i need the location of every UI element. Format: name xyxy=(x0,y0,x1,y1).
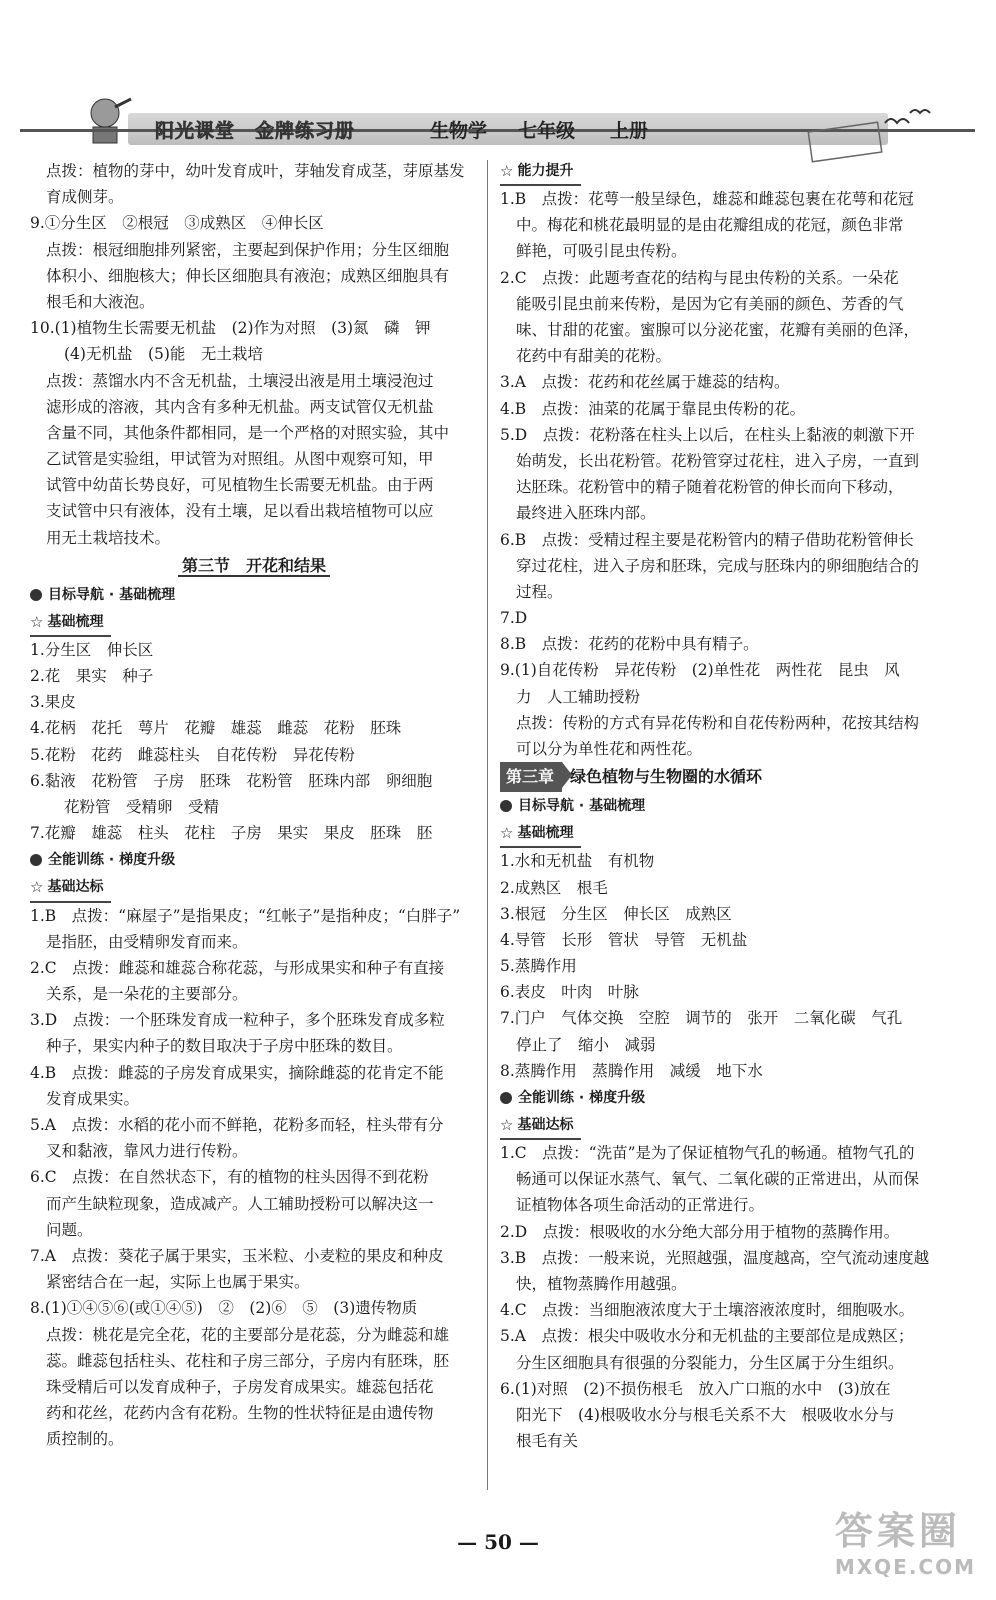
text-line: 根毛和大液泡。 xyxy=(46,292,155,311)
text-line: 6.B 点拨：受精过程主要是花粉管内的精子借助花粉管伸长 xyxy=(500,530,914,549)
text-line: 点拨：蒸馏水内不含无机盐，土壤浸出液是用土壤浸泡过 xyxy=(46,371,434,390)
text-line: 紧密结合在一起，实际上也属于果实。 xyxy=(46,1273,310,1292)
bullet-icon xyxy=(30,589,42,601)
text-line: 4.花柄 花托 萼片 花瓣 雄蕊 雌蕊 花粉 胚珠 xyxy=(30,719,402,738)
star-icon: ☆ xyxy=(500,1116,514,1134)
text-line: 鲜艳，可吸引昆虫传粉。 xyxy=(516,242,687,261)
bullet-icon xyxy=(30,854,42,866)
text-line: 问题。 xyxy=(46,1220,93,1239)
text-line: 乙试管是实验组，甲试管为对照组。从图中观察可知，甲 xyxy=(46,450,434,469)
text-line: 花药中有甜美的花粉。 xyxy=(516,347,672,366)
text-line: 畅通可以保证水蒸气、氧气、二氧化碳的正常进出，从而保 xyxy=(516,1170,920,1189)
left-column xyxy=(30,158,478,1452)
text-line: 能吸引昆虫前来传粉，是因为它有美丽的颜色、芳香的气 xyxy=(516,294,904,313)
text-line: 1.B 点拨：“麻屋子”是指果皮；“红帐子”是指种皮；“白胖子” xyxy=(30,906,461,925)
answer-block-ability xyxy=(500,186,950,762)
star-icon: ☆ xyxy=(500,824,514,843)
text-line: 2.花 果实 种子 xyxy=(30,667,154,686)
banner-training: 全能训练 · 梯度升级 xyxy=(500,1084,950,1112)
banner-goal: 目标导航 · 基础梳理 xyxy=(30,581,478,609)
answer-block-drill xyxy=(500,1140,950,1454)
text-line: 2.C 点拨：雌蕊和雄蕊合称花蕊，与形成果实和种子有直接 xyxy=(30,958,445,977)
text-line: 中。梅花和桃花最明显的是由花瓣组成的花冠，颜色非常 xyxy=(516,216,904,235)
text-line: 1.分生区 伸长区 xyxy=(30,640,154,659)
volume-label: 上册 xyxy=(610,120,649,142)
star-icon: ☆ xyxy=(30,878,44,897)
text-line: 育成侧芽。 xyxy=(46,188,124,207)
text-line: 3.B 点拨：一般来说，光照越强，温度越高，空气流动速度越 xyxy=(500,1248,930,1267)
text-line: 点拨：传粉的方式有异花传粉和自花传粉两种，花按其结构 xyxy=(516,713,920,732)
answer-block-drill xyxy=(30,903,478,1453)
text-line: 体积小、细胞核大；伸长区细胞具有液泡；成熟区细胞具有 xyxy=(46,266,450,285)
text-line: 6.黏液 花粉管 子房 胚珠 花粉管 胚珠内部 卵细胞 xyxy=(30,771,433,790)
text-line: 达胚珠。花粉管中的精子随着花粉管的伸长而向下移动， xyxy=(516,478,904,497)
text-line: 含量不同，其他条件都相同，是一个严格的对照实验，其中 xyxy=(46,423,450,442)
section-title: 第三节 开花和结果 xyxy=(30,551,478,581)
text-line: 而产生缺粒现象，造成减产。人工辅助授粉可以解决这一 xyxy=(46,1194,434,1213)
text-line: 4.B 点拨：雌蕊的子房发育成果实，摘除雌蕊的花肯定不能 xyxy=(30,1063,444,1082)
text-line: 可以分为单性花和两性花。 xyxy=(516,740,703,759)
text-line: 快，植物蒸腾作用越强。 xyxy=(516,1275,687,1294)
text-line: 分生区细胞具有很强的分裂能力，分生区属于分生组织。 xyxy=(516,1353,904,1372)
text-line: 味、甘甜的花蜜。蜜腺可以分泌花蜜，花瓣有美丽的色泽， xyxy=(516,321,920,340)
text-line: 2.成熟区 根毛 xyxy=(500,878,608,897)
text-line: 6.C 点拨：在自然状态下，有的植物的柱头因得不到花粉 xyxy=(30,1168,429,1187)
text-line: 用无土栽培技术。 xyxy=(46,528,171,547)
subheading-ability: ☆ 能力提升 xyxy=(500,158,581,186)
text-line: 7.花瓣 雄蕊 柱头 花柱 子房 果实 果皮 胚珠 胚 xyxy=(30,824,433,843)
text-line: 药和花丝，花药内含有花粉。生物的性状特征是由遗传物 xyxy=(46,1404,434,1423)
subheading-basic: ☆ 基础梳理 xyxy=(500,820,581,848)
subheading-drill: ☆ 基础达标 xyxy=(30,875,111,903)
text-line: 花粉管 受精卵 受精 xyxy=(64,798,220,817)
text-line: 4.导管 长形 管状 导管 无机盐 xyxy=(500,930,748,949)
column-divider xyxy=(487,160,488,1490)
text-line: 3.D 点拨：一个胚珠发育成一粒种子，多个胚珠发育成多粒 xyxy=(30,1011,445,1030)
banner-goal: 目标导航 · 基础梳理 xyxy=(500,792,950,820)
text-line: 点拨：桃花是完全花，花的主要部分是花蕊，分为雌蕊和雄 xyxy=(46,1325,450,1344)
globe-telescope-icon xyxy=(75,95,135,145)
page-number: — 50 — xyxy=(457,1530,539,1554)
grade-label: 七年级 xyxy=(518,120,576,142)
star-icon: ☆ xyxy=(500,162,514,180)
text-line: 7.D xyxy=(500,609,528,628)
text-line: 1.水和无机盐 有机物 xyxy=(500,852,655,871)
text-line: 8.蒸腾作用 蒸腾作用 减缓 地下水 xyxy=(500,1061,763,1080)
chapter-heading xyxy=(500,762,950,792)
text-line: 阳光下 (4)根吸收水分与根毛关系不大 根吸收水分与 xyxy=(516,1405,895,1424)
text-line: 质控制的。 xyxy=(46,1430,124,1449)
text-line: 1.C 点拨：“洗苗”是为了保证植物气孔的畅通。植物气孔的 xyxy=(500,1144,915,1163)
text-line: 叉和黏液，靠风力进行传粉。 xyxy=(46,1142,248,1161)
subheading-basic: ☆ 基础梳理 xyxy=(30,609,111,637)
subheading-drill: ☆ 基础达标 xyxy=(500,1112,581,1140)
text-line: 8.B 点拨：花药的花粉中具有精子。 xyxy=(500,635,759,654)
text-line: 支试管中只有液体，没有土壤，足以看出栽培植物可以应 xyxy=(46,502,434,521)
page-header xyxy=(20,95,975,150)
text-line: 3.果皮 xyxy=(30,693,76,712)
text-line: 4.C 点拨：当细胞液浓度大于土壤溶液浓度时，细胞吸水。 xyxy=(500,1301,915,1320)
text-line: 3.A 点拨：花药和花丝属于雄蕊的结构。 xyxy=(500,373,790,392)
chapter-tag: 第三章 xyxy=(500,762,562,792)
banner-training: 全能训练 · 梯度升级 xyxy=(30,846,478,874)
text-line: 是指胚，由受精卵发育而来。 xyxy=(46,932,248,951)
text-line: 4.B 点拨：油菜的花属于靠昆虫传粉的花。 xyxy=(500,399,806,418)
text-line: 7.门户 气体交换 空腔 调节的 张开 二氧化碳 气孔 xyxy=(500,1009,903,1028)
subject-label: 生物学 xyxy=(430,120,488,142)
answer-block-basic xyxy=(30,637,478,847)
text-line: 2.D 点拨：根吸收的水分绝大部分用于植物的蒸腾作用。 xyxy=(500,1222,900,1241)
text-line: 5.A 点拨：水稻的花小而不鲜艳，花粉多而轻，柱头带有分 xyxy=(30,1116,444,1134)
text-line: 过程。 xyxy=(516,582,563,601)
watermark xyxy=(835,1500,976,1579)
text-line: 发育成果实。 xyxy=(46,1089,140,1108)
text-line: 始萌发，长出花粉管。花粉管穿过花柱，进入子房，一直到 xyxy=(516,451,920,470)
text-line: 种子，果实内种子的数目取决于子房中胚珠的数目。 xyxy=(46,1037,403,1056)
text-line: 8.(1)①④⑤⑥(或①④⑤) ② (2)⑥ ⑤ (3)遗传物质 xyxy=(30,1299,418,1318)
text-line: 点拨：根冠细胞排列紧密，主要起到保护作用；分生区细胞 xyxy=(46,240,450,259)
text-line: 5.蒸腾作用 xyxy=(500,957,577,976)
bullet-icon xyxy=(500,800,512,812)
text-line: 滤形成的溶液，其内含有多种无机盐。两支试管仅无机盐 xyxy=(46,397,434,416)
text-line: 3.根冠 分生区 伸长区 成熟区 xyxy=(500,904,732,923)
watermark-url: MXQE.COM xyxy=(834,1555,976,1579)
answer-block-top xyxy=(30,158,478,551)
text-line: 力 人工辅助授粉 xyxy=(516,687,641,706)
watermark-logo: 答案圈 xyxy=(834,1509,961,1553)
text-line: 试管中幼苗长势良好，可见植物生长需要无机盐。由于两 xyxy=(46,476,434,495)
text-line: 关系，是一朵花的主要部分。 xyxy=(46,985,248,1004)
text-line: 5.花粉 花药 雌蕊柱头 自花传粉 异花传粉 xyxy=(30,745,355,764)
text-line: 1.B 点拨：花萼一般呈绿色，雄蕊和雌蕊包裹在花萼和花冠 xyxy=(500,190,914,209)
text-line: 最终进入胚珠内部。 xyxy=(516,504,656,523)
text-line: (4)无机盐 (5)能 无土栽培 xyxy=(64,345,263,364)
star-icon: ☆ xyxy=(30,612,44,631)
text-line: 珠受精后可以发育成种子，子房发育成果实。雄蕊包括花 xyxy=(46,1377,434,1396)
bullet-icon xyxy=(500,1092,512,1104)
text-line: 6.表皮 叶肉 叶脉 xyxy=(500,983,639,1002)
text-line: 根毛有关 xyxy=(516,1432,579,1451)
text-line: 5.A 点拨：根尖中吸收水分和无机盐的主要部位是成熟区； xyxy=(500,1327,914,1346)
text-line: 6.(1)对照 (2)不损伤根毛 放入广口瓶的水中 (3)放在 xyxy=(500,1379,891,1398)
text-line: 证植物体各项生命活动的正常进行。 xyxy=(516,1196,765,1215)
text-line: 9.①分生区 ②根冠 ③成熟区 ④伸长区 xyxy=(30,214,324,233)
text-line: 2.C 点拨：此题考查花的结构与昆虫传粉的关系。一朵花 xyxy=(500,268,899,287)
text-line: 9.(1)自花传粉 异花传粉 (2)单性花 两性花 昆虫 风 xyxy=(500,661,900,680)
answer-block-basic xyxy=(500,848,950,1084)
text-line: 10.(1)植物生长需要无机盐 (2)作为对照 (3)氮 磷 钾 xyxy=(30,319,431,338)
text-line: 5.D 点拨：花粉落在柱头上以后，在柱头上黏液的刺激下开 xyxy=(500,425,915,444)
text-line: 停止了 缩小 减弱 xyxy=(516,1035,656,1054)
text-line: 7.A 点拨：葵花子属于果实，玉米粒、小麦粒的果皮和种皮 xyxy=(30,1246,444,1265)
chapter-title: 绿色植物与生物圈的水循环 xyxy=(570,767,763,787)
text-line: 穿过花柱，进入子房和胚珠，完成与胚珠内的卵细胞结合的 xyxy=(516,556,920,575)
birds-decoration-icon xyxy=(790,105,940,165)
book-title: 阳光课堂 金牌练习册 xyxy=(155,120,356,142)
right-column xyxy=(500,158,950,1454)
text-line: 点拨：植物的芽中，幼叶发育成叶，芽轴发育成茎，芽原基发 xyxy=(46,162,465,180)
text-line: 蕊。雌蕊包括柱头、花柱和子房三部分，子房内有胚珠，胚 xyxy=(46,1351,450,1370)
